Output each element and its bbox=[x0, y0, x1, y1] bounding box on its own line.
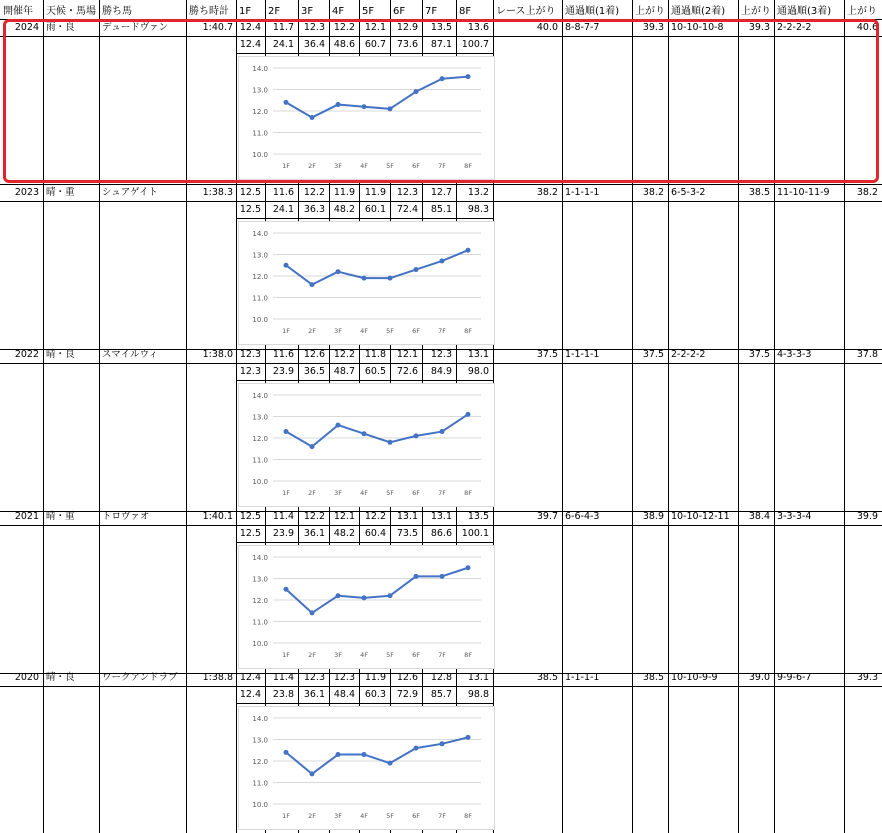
column-header[interactable]: 開催年 bbox=[3, 6, 33, 17]
condition-cell[interactable]: 晴・重 bbox=[46, 511, 75, 522]
x-tick-label: 5F bbox=[386, 327, 394, 335]
column-header[interactable]: 4F bbox=[332, 6, 345, 17]
row-divider bbox=[236, 542, 493, 543]
x-tick-label: 1F bbox=[282, 162, 290, 170]
cumulative-cell[interactable]: 12.5 bbox=[239, 528, 261, 539]
race-last-cell[interactable]: 37.5 bbox=[536, 349, 558, 360]
lap-cell[interactable]: 12.3 bbox=[430, 349, 452, 360]
year-cell[interactable]: 2024 bbox=[14, 22, 39, 33]
y-tick-label: 10.0 bbox=[252, 151, 268, 159]
x-tick-label: 8F bbox=[464, 327, 472, 335]
data-point bbox=[466, 565, 471, 570]
cumulative-cell[interactable]: 36.3 bbox=[303, 204, 325, 215]
row-divider bbox=[236, 703, 493, 704]
cumulative-cell[interactable]: 48.4 bbox=[333, 689, 355, 700]
x-tick-label: 4F bbox=[360, 489, 368, 497]
data-point bbox=[440, 429, 445, 434]
y-tick-label: 14.0 bbox=[252, 65, 268, 73]
column-header[interactable]: 7F bbox=[425, 6, 438, 17]
last-3f-1-cell[interactable]: 38.5 bbox=[642, 672, 664, 683]
passing-order-1-cell[interactable]: 6-6-4-3 bbox=[565, 511, 600, 522]
lap-cell[interactable]: 12.8 bbox=[430, 672, 452, 683]
data-point bbox=[388, 761, 393, 766]
lap-cell[interactable]: 12.3 bbox=[333, 672, 355, 683]
last-3f-2-cell[interactable]: 37.5 bbox=[748, 349, 770, 360]
cumulative-cell[interactable]: 60.5 bbox=[364, 366, 386, 377]
cumulative-cell[interactable]: 98.0 bbox=[467, 366, 489, 377]
passing-order-2-cell[interactable]: 10-10-10-8 bbox=[671, 22, 724, 33]
lap-cell[interactable]: 12.2 bbox=[303, 187, 325, 198]
winning-time-cell[interactable]: 1:40.7 bbox=[202, 22, 233, 33]
column-header[interactable]: 6F bbox=[393, 6, 406, 17]
last-3f-3-cell[interactable]: 37.8 bbox=[856, 349, 878, 360]
data-point bbox=[440, 76, 445, 81]
x-tick-label: 5F bbox=[386, 651, 394, 659]
x-tick-label: 8F bbox=[464, 812, 472, 820]
x-tick-label: 4F bbox=[360, 327, 368, 335]
data-point bbox=[414, 574, 419, 579]
year-cell[interactable]: 2022 bbox=[14, 349, 39, 360]
cumulative-cell[interactable]: 98.3 bbox=[467, 204, 489, 215]
x-tick-label: 1F bbox=[282, 327, 290, 335]
passing-order-3-cell[interactable]: 2-2-2-2 bbox=[777, 22, 812, 33]
data-point bbox=[440, 741, 445, 746]
x-tick-label: 4F bbox=[360, 651, 368, 659]
passing-order-3-cell[interactable]: 4-3-3-3 bbox=[777, 349, 812, 360]
y-tick-label: 12.0 bbox=[252, 435, 268, 443]
x-tick-label: 4F bbox=[360, 812, 368, 820]
lap-cell[interactable]: 13.1 bbox=[467, 672, 489, 683]
lap-cell[interactable]: 11.7 bbox=[272, 22, 294, 33]
cumulative-cell[interactable]: 12.5 bbox=[239, 204, 261, 215]
y-tick-label: 13.0 bbox=[252, 413, 268, 422]
lap-cell[interactable]: 13.1 bbox=[430, 511, 452, 522]
column-divider bbox=[738, 0, 739, 833]
lap-cell[interactable]: 12.3 bbox=[396, 187, 418, 198]
cumulative-cell[interactable]: 48.2 bbox=[333, 204, 355, 215]
cumulative-cell[interactable]: 23.9 bbox=[272, 528, 294, 539]
last-3f-2-cell[interactable]: 38.5 bbox=[748, 187, 770, 198]
passing-order-3-cell[interactable]: 9-9-6-7 bbox=[777, 672, 812, 683]
x-tick-label: 6F bbox=[412, 162, 420, 170]
data-point bbox=[362, 104, 367, 109]
cumulative-cell[interactable]: 23.9 bbox=[272, 366, 294, 377]
cumulative-cell[interactable]: 72.4 bbox=[396, 204, 418, 215]
column-header[interactable]: 8F bbox=[459, 6, 472, 17]
cumulative-cell[interactable]: 48.7 bbox=[333, 366, 355, 377]
data-point bbox=[414, 267, 419, 272]
lap-cell[interactable]: 11.6 bbox=[272, 349, 294, 360]
data-point bbox=[362, 276, 367, 281]
passing-order-3-cell[interactable]: 11-10-11-9 bbox=[777, 187, 830, 198]
cumulative-cell[interactable]: 36.5 bbox=[303, 366, 325, 377]
chart-svg bbox=[239, 57, 494, 179]
column-header[interactable]: レース上がり bbox=[496, 6, 556, 17]
data-point bbox=[284, 263, 289, 268]
last-3f-1-cell[interactable]: 39.3 bbox=[642, 22, 664, 33]
row-divider bbox=[0, 525, 882, 526]
last-3f-2-cell[interactable]: 39.3 bbox=[748, 22, 770, 33]
x-tick-label: 1F bbox=[282, 812, 290, 820]
cumulative-cell[interactable]: 85.1 bbox=[430, 204, 452, 215]
column-header[interactable]: 通過順(3着) bbox=[777, 6, 832, 17]
lap-cell[interactable]: 12.4 bbox=[239, 22, 261, 33]
row-divider bbox=[236, 218, 493, 219]
column-divider bbox=[774, 0, 775, 833]
x-tick-label: 2F bbox=[308, 162, 316, 170]
cumulative-cell[interactable]: 87.1 bbox=[430, 39, 452, 50]
chart-svg bbox=[239, 546, 494, 668]
winning-time-cell[interactable]: 1:38.3 bbox=[202, 187, 233, 198]
x-tick-label: 2F bbox=[308, 812, 316, 820]
lap-cell[interactable]: 12.3 bbox=[239, 349, 261, 360]
winner-cell[interactable]: シュアゲイト bbox=[102, 187, 158, 198]
cumulative-cell[interactable]: 73.5 bbox=[396, 528, 418, 539]
year-cell[interactable]: 2023 bbox=[14, 187, 39, 198]
lap-time-chart[interactable] bbox=[238, 383, 495, 507]
x-tick-label: 8F bbox=[464, 489, 472, 497]
y-tick-label: 13.0 bbox=[252, 251, 268, 260]
chart-svg bbox=[239, 707, 494, 829]
y-tick-label: 13.0 bbox=[252, 575, 268, 584]
column-divider bbox=[99, 0, 100, 833]
data-point bbox=[310, 115, 315, 120]
data-point bbox=[414, 89, 419, 94]
row-divider bbox=[0, 36, 882, 37]
x-tick-label: 3F bbox=[334, 489, 342, 497]
y-tick-label: 14.0 bbox=[252, 392, 268, 400]
lap-cell[interactable]: 12.6 bbox=[303, 349, 325, 360]
cumulative-cell[interactable]: 60.1 bbox=[364, 204, 386, 215]
cumulative-cell[interactable]: 36.4 bbox=[303, 39, 325, 50]
lap-cell[interactable]: 12.2 bbox=[364, 511, 386, 522]
cumulative-cell[interactable]: 36.1 bbox=[303, 689, 325, 700]
column-header[interactable]: 通過順(1着) bbox=[565, 6, 620, 17]
cumulative-cell[interactable]: 84.9 bbox=[430, 366, 452, 377]
lap-time-chart[interactable] bbox=[238, 56, 495, 180]
x-tick-label: 3F bbox=[334, 812, 342, 820]
column-divider bbox=[668, 0, 669, 833]
data-point bbox=[310, 282, 315, 287]
cumulative-cell[interactable]: 73.6 bbox=[396, 39, 418, 50]
column-header[interactable]: 3F bbox=[301, 6, 314, 17]
x-tick-label: 4F bbox=[360, 162, 368, 170]
lap-cell[interactable]: 11.4 bbox=[272, 672, 294, 683]
passing-order-1-cell[interactable]: 1-1-1-1 bbox=[565, 672, 600, 683]
lap-cell[interactable]: 12.7 bbox=[430, 187, 452, 198]
x-tick-label: 6F bbox=[412, 651, 420, 659]
x-tick-label: 3F bbox=[334, 162, 342, 170]
data-point bbox=[336, 102, 341, 107]
lap-time-chart[interactable] bbox=[238, 545, 495, 669]
data-point bbox=[284, 750, 289, 755]
data-point bbox=[466, 248, 471, 253]
column-divider bbox=[43, 0, 44, 833]
lap-cell[interactable]: 12.6 bbox=[396, 672, 418, 683]
winning-time-cell[interactable]: 1:38.8 bbox=[202, 672, 233, 683]
passing-order-2-cell[interactable]: 10-10-9-9 bbox=[671, 672, 718, 683]
cumulative-cell[interactable]: 60.7 bbox=[364, 39, 386, 50]
column-header[interactable]: 勝ち時計 bbox=[189, 6, 229, 17]
last-3f-3-cell[interactable]: 39.9 bbox=[856, 511, 878, 522]
y-tick-label: 11.0 bbox=[252, 618, 268, 627]
y-tick-label: 13.0 bbox=[252, 86, 268, 95]
column-divider bbox=[844, 0, 845, 833]
cumulative-cell[interactable]: 36.1 bbox=[303, 528, 325, 539]
lap-cell[interactable]: 12.1 bbox=[396, 349, 418, 360]
race-last-cell[interactable]: 38.2 bbox=[536, 187, 558, 198]
data-point bbox=[388, 276, 393, 281]
y-tick-label: 13.0 bbox=[252, 736, 268, 745]
x-tick-label: 1F bbox=[282, 651, 290, 659]
lap-cell[interactable]: 11.9 bbox=[364, 672, 386, 683]
y-tick-label: 12.0 bbox=[252, 108, 268, 116]
last-3f-3-cell[interactable]: 38.2 bbox=[856, 187, 878, 198]
x-tick-label: 2F bbox=[308, 489, 316, 497]
y-tick-label: 11.0 bbox=[252, 294, 268, 303]
lap-cell[interactable]: 13.1 bbox=[467, 349, 489, 360]
cumulative-cell[interactable]: 98.8 bbox=[467, 689, 489, 700]
y-tick-label: 12.0 bbox=[252, 273, 268, 281]
cumulative-cell[interactable]: 72.9 bbox=[396, 689, 418, 700]
row-divider bbox=[0, 686, 882, 687]
column-header[interactable]: 上がり bbox=[847, 6, 877, 17]
condition-cell[interactable]: 雨・良 bbox=[46, 22, 75, 33]
y-tick-label: 11.0 bbox=[252, 779, 268, 788]
y-tick-label: 14.0 bbox=[252, 715, 268, 723]
data-point bbox=[310, 610, 315, 615]
y-tick-label: 14.0 bbox=[252, 230, 268, 238]
column-header[interactable]: 5F bbox=[362, 6, 375, 17]
lap-cell[interactable]: 13.6 bbox=[467, 22, 489, 33]
x-tick-label: 5F bbox=[386, 162, 394, 170]
chart-svg bbox=[239, 384, 494, 506]
last-3f-3-cell[interactable]: 40.6 bbox=[856, 22, 878, 33]
data-point bbox=[414, 433, 419, 438]
row-divider bbox=[0, 363, 882, 364]
x-tick-label: 2F bbox=[308, 651, 316, 659]
lap-cell[interactable]: 12.3 bbox=[303, 672, 325, 683]
passing-order-2-cell[interactable]: 2-2-2-2 bbox=[671, 349, 706, 360]
cumulative-cell[interactable]: 86.6 bbox=[430, 528, 452, 539]
column-header[interactable]: 通過順(2着) bbox=[671, 6, 726, 17]
data-point bbox=[440, 258, 445, 263]
data-point bbox=[440, 574, 445, 579]
last-3f-2-cell[interactable]: 39.0 bbox=[748, 672, 770, 683]
row-divider bbox=[236, 380, 493, 381]
chart-svg bbox=[239, 222, 494, 344]
y-tick-label: 10.0 bbox=[252, 640, 268, 648]
race-last-cell[interactable]: 40.0 bbox=[536, 22, 558, 33]
winner-cell[interactable]: トロヴァオ bbox=[102, 511, 150, 522]
lap-cell[interactable]: 13.2 bbox=[467, 187, 489, 198]
data-point bbox=[388, 593, 393, 598]
y-tick-label: 10.0 bbox=[252, 316, 268, 324]
data-point bbox=[284, 100, 289, 105]
column-header[interactable]: 上がり bbox=[635, 6, 665, 17]
lap-cell[interactable]: 12.3 bbox=[303, 22, 325, 33]
x-tick-label: 3F bbox=[334, 651, 342, 659]
column-header[interactable]: 2F bbox=[268, 6, 281, 17]
row-divider bbox=[236, 53, 493, 54]
y-tick-label: 11.0 bbox=[252, 129, 268, 138]
y-tick-label: 11.0 bbox=[252, 456, 268, 465]
condition-cell[interactable]: 晴・良 bbox=[46, 349, 75, 360]
last-3f-1-cell[interactable]: 38.2 bbox=[642, 187, 664, 198]
cumulative-cell[interactable]: 12.3 bbox=[239, 366, 261, 377]
cumulative-cell[interactable]: 24.1 bbox=[272, 204, 294, 215]
data-point bbox=[466, 735, 471, 740]
passing-order-1-cell[interactable]: 8-8-7-7 bbox=[565, 22, 600, 33]
cumulative-cell[interactable]: 100.7 bbox=[461, 39, 489, 50]
cumulative-cell[interactable]: 48.2 bbox=[333, 528, 355, 539]
winner-cell[interactable]: デュードヴァン bbox=[102, 22, 169, 33]
column-divider bbox=[562, 0, 563, 833]
cumulative-cell[interactable]: 12.4 bbox=[239, 39, 261, 50]
data-point bbox=[284, 429, 289, 434]
data-point bbox=[414, 746, 419, 751]
column-divider bbox=[186, 0, 187, 833]
column-header[interactable]: 1F bbox=[239, 6, 252, 17]
lap-cell[interactable]: 13.5 bbox=[430, 22, 452, 33]
x-tick-label: 7F bbox=[438, 162, 446, 170]
data-point bbox=[362, 595, 367, 600]
lap-cell[interactable]: 12.2 bbox=[333, 22, 355, 33]
data-point bbox=[284, 587, 289, 592]
x-tick-label: 5F bbox=[386, 812, 394, 820]
x-tick-label: 7F bbox=[438, 812, 446, 820]
y-tick-label: 10.0 bbox=[252, 801, 268, 809]
lap-cell[interactable]: 12.5 bbox=[239, 187, 261, 198]
lap-cell[interactable]: 12.1 bbox=[364, 22, 386, 33]
lap-cell[interactable]: 13.1 bbox=[396, 511, 418, 522]
x-tick-label: 7F bbox=[438, 327, 446, 335]
data-point bbox=[336, 269, 341, 274]
x-tick-label: 7F bbox=[438, 651, 446, 659]
cumulative-cell[interactable]: 100.1 bbox=[461, 528, 489, 539]
x-tick-label: 3F bbox=[334, 327, 342, 335]
data-point bbox=[310, 444, 315, 449]
winner-cell[interactable]: ワークアンドラブ bbox=[102, 672, 178, 683]
x-tick-label: 8F bbox=[464, 651, 472, 659]
x-tick-label: 6F bbox=[412, 489, 420, 497]
data-point bbox=[466, 412, 471, 417]
x-tick-label: 6F bbox=[412, 327, 420, 335]
y-tick-label: 14.0 bbox=[252, 554, 268, 562]
race-last-cell[interactable]: 38.5 bbox=[536, 672, 558, 683]
lap-cell[interactable]: 12.4 bbox=[239, 672, 261, 683]
passing-order-2-cell[interactable]: 10-10-12-11 bbox=[671, 511, 730, 522]
lap-time-chart[interactable] bbox=[238, 706, 495, 830]
cumulative-cell[interactable]: 60.3 bbox=[364, 689, 386, 700]
lap-cell[interactable]: 12.1 bbox=[333, 511, 355, 522]
winner-cell[interactable]: スマイルウィ bbox=[102, 349, 159, 360]
passing-order-3-cell[interactable]: 3-3-3-4 bbox=[777, 511, 812, 522]
y-tick-label: 12.0 bbox=[252, 597, 268, 605]
row-divider bbox=[0, 201, 882, 202]
lap-cell[interactable]: 11.4 bbox=[272, 511, 294, 522]
last-3f-1-cell[interactable]: 38.9 bbox=[642, 511, 664, 522]
lap-cell[interactable]: 12.9 bbox=[396, 22, 418, 33]
x-tick-label: 7F bbox=[438, 489, 446, 497]
lap-cell[interactable]: 11.8 bbox=[364, 349, 386, 360]
lap-cell[interactable]: 12.2 bbox=[303, 511, 325, 522]
y-tick-label: 12.0 bbox=[252, 758, 268, 766]
winning-time-cell[interactable]: 1:38.0 bbox=[202, 349, 233, 360]
data-point bbox=[466, 74, 471, 79]
last-3f-2-cell[interactable]: 38.4 bbox=[748, 511, 770, 522]
column-header[interactable]: 天候・馬場 bbox=[46, 6, 96, 17]
data-point bbox=[336, 752, 341, 757]
cumulative-cell[interactable]: 24.1 bbox=[272, 39, 294, 50]
lap-cell[interactable]: 12.5 bbox=[239, 511, 261, 522]
cumulative-cell[interactable]: 48.6 bbox=[333, 39, 355, 50]
x-tick-label: 1F bbox=[282, 489, 290, 497]
data-point bbox=[336, 593, 341, 598]
lap-cell[interactable]: 12.2 bbox=[333, 349, 355, 360]
lap-cell[interactable]: 13.5 bbox=[467, 511, 489, 522]
lap-cell[interactable]: 11.6 bbox=[272, 187, 294, 198]
cumulative-cell[interactable]: 85.7 bbox=[430, 689, 452, 700]
winning-time-cell[interactable]: 1:40.1 bbox=[202, 511, 233, 522]
lap-cell[interactable]: 11.9 bbox=[333, 187, 355, 198]
year-cell[interactable]: 2021 bbox=[14, 511, 39, 522]
lap-cell[interactable]: 11.9 bbox=[364, 187, 386, 198]
column-divider bbox=[236, 0, 237, 833]
column-header[interactable]: 勝ち馬 bbox=[102, 6, 132, 17]
cumulative-cell[interactable]: 72.6 bbox=[396, 366, 418, 377]
column-header[interactable]: 上がり bbox=[741, 6, 771, 17]
lap-time-chart[interactable] bbox=[238, 221, 495, 345]
cumulative-cell[interactable]: 12.4 bbox=[239, 689, 261, 700]
x-tick-label: 6F bbox=[412, 812, 420, 820]
data-point bbox=[336, 423, 341, 428]
condition-cell[interactable]: 晴・重 bbox=[46, 187, 75, 198]
passing-order-1-cell[interactable]: 1-1-1-1 bbox=[565, 187, 600, 198]
data-point bbox=[362, 431, 367, 436]
cumulative-cell[interactable]: 23.8 bbox=[272, 689, 294, 700]
last-3f-1-cell[interactable]: 37.5 bbox=[642, 349, 664, 360]
data-point bbox=[362, 752, 367, 757]
passing-order-2-cell[interactable]: 6-5-3-2 bbox=[671, 187, 706, 198]
race-last-cell[interactable]: 39.7 bbox=[536, 511, 558, 522]
series-line bbox=[286, 250, 468, 284]
y-tick-label: 10.0 bbox=[252, 478, 268, 486]
year-cell[interactable]: 2020 bbox=[14, 672, 39, 683]
passing-order-1-cell[interactable]: 1-1-1-1 bbox=[565, 349, 600, 360]
x-tick-label: 8F bbox=[464, 162, 472, 170]
x-tick-label: 5F bbox=[386, 489, 394, 497]
data-point bbox=[388, 440, 393, 445]
data-point bbox=[388, 106, 393, 111]
cumulative-cell[interactable]: 60.4 bbox=[364, 528, 386, 539]
data-point bbox=[310, 771, 315, 776]
x-tick-label: 2F bbox=[308, 327, 316, 335]
condition-cell[interactable]: 晴・良 bbox=[46, 672, 75, 683]
column-divider bbox=[632, 0, 633, 833]
last-3f-3-cell[interactable]: 39.3 bbox=[856, 672, 878, 683]
